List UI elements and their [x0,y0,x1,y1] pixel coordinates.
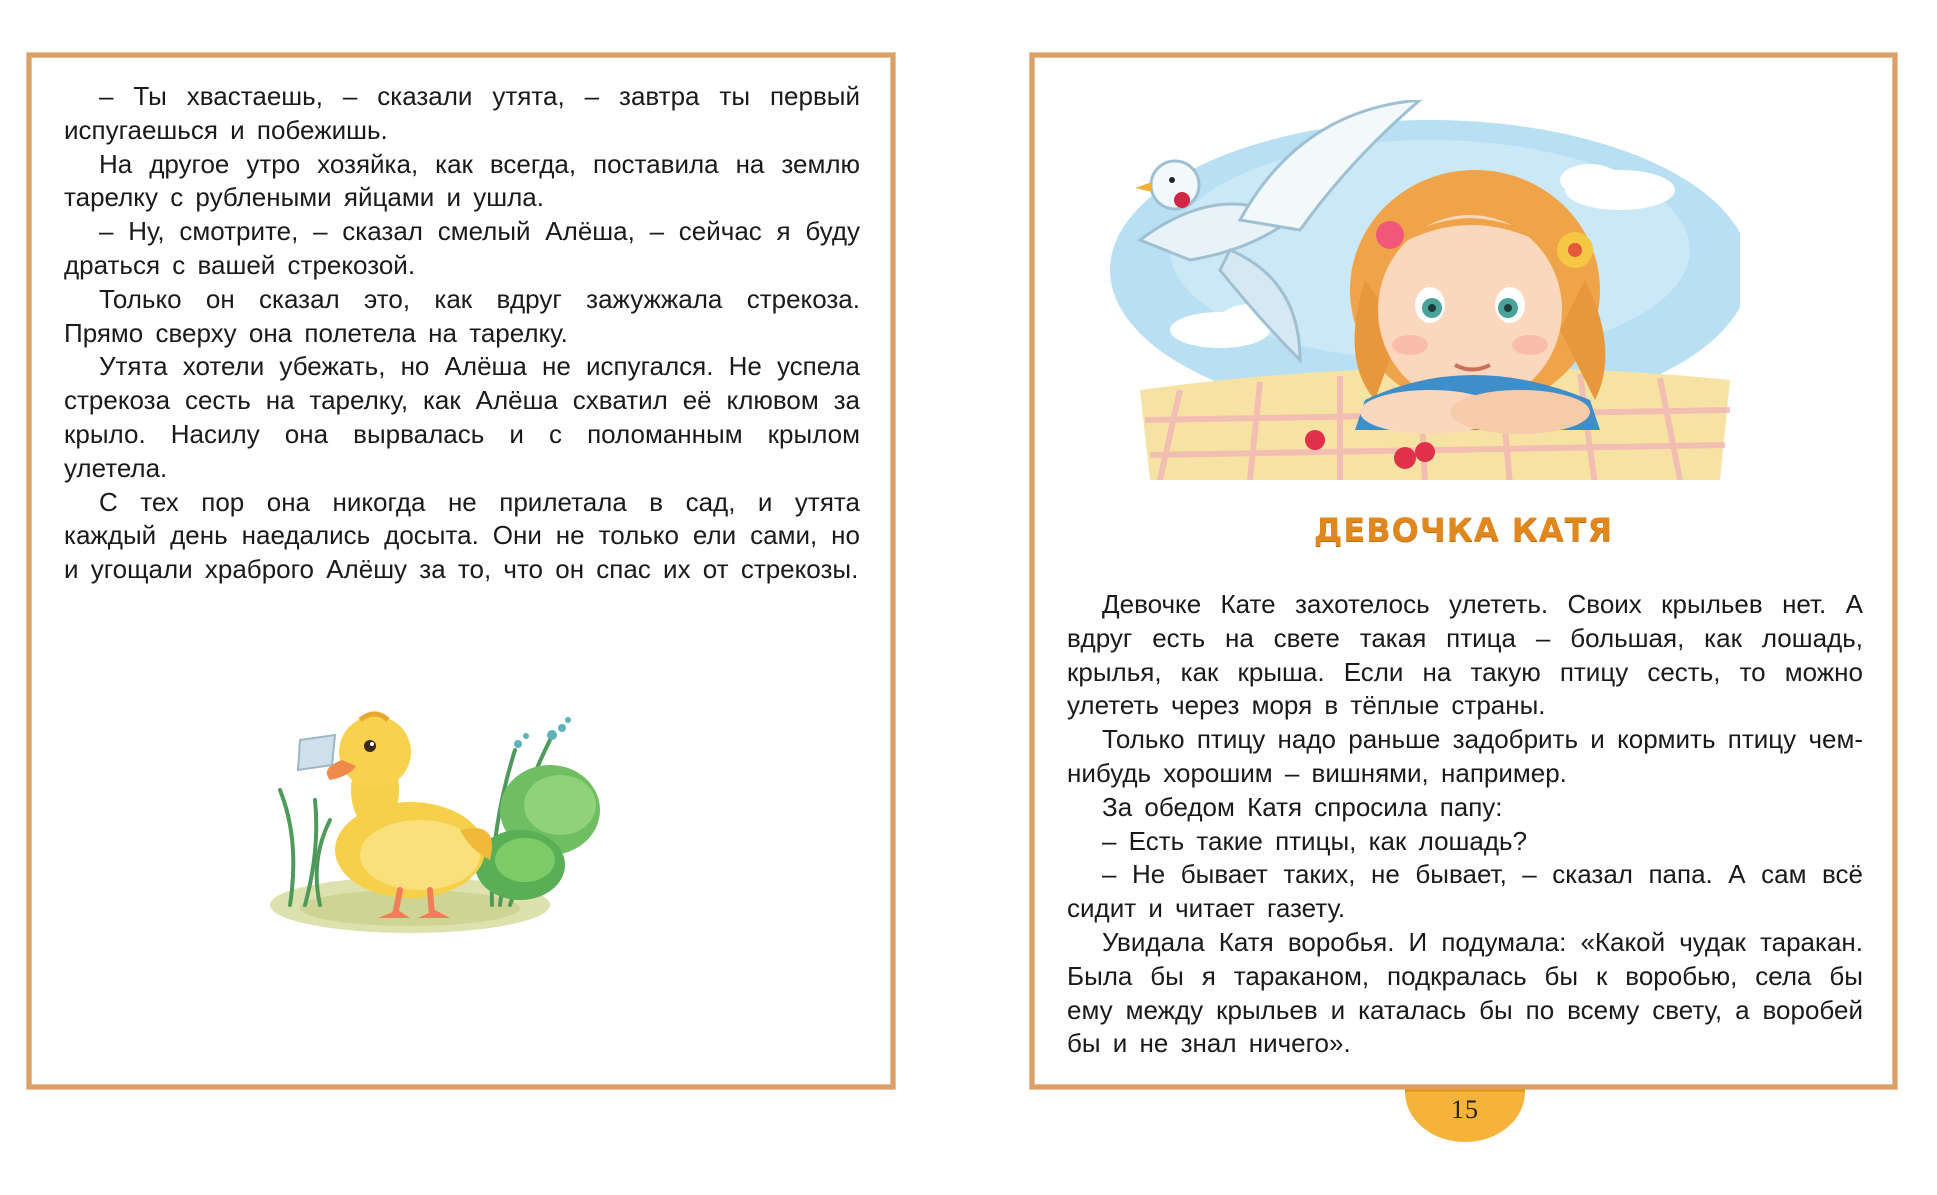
paragraph: На другое утро хозяйка, как всегда, поставила на землю тарелку с рублеными яйцами и ушла. [64,148,860,213]
right-page-text [1067,588,1863,1061]
paragraph: – Есть такие птицы, как лошадь? [1102,825,1528,856]
paragraph: Только птицу надо раньше задобрить и кормить птицу чем-нибудь хорошим – вишнями, например. [1067,724,1863,788]
left-page-text [64,80,860,587]
paragraph: Только он сказал это, как вдруг зажужжала стрекоза. Прямо сверху она полетела на тарелку. [64,283,860,348]
paragraph: – Ты хвастаешь, – сказали утята, – завтра ты первый испугаешься и побежишь. [64,81,860,145]
page-number: 15 [1451,1095,1479,1124]
duckling-illustration [260,680,630,940]
paragraph: За обедом Катя спросила папу: [1102,791,1503,822]
paragraph: – Не бывает таких, не бывает, – сказал папа. А сам всё сидит и читает газету. [1067,859,1863,924]
paragraph: Девочке Кате захотелось улететь. Своих крыльев нет. А вдруг есть на свете такая птица – большая, как лошадь, крылья, как крыша. Если на такую птицу сесть, то можно улететь через моря в тёплые страны. [1067,589,1863,721]
paragraph: Утята хотели убежать, но Алёша не испугался. Не успела стрекоза сесть на тарелку, как Алёша схватил её клювом за крыло. Насилу она вырвалась и с поломанным крылом улетела. [64,351,860,483]
paragraph: С тех пор она никогда не прилетала в сад, и утята каждый день наедались досыта. Они не только ели сами, но и угощали храброго Алёшу за то, что он спас их от стрекозы. [64,486,860,585]
girl-and-bird-illustration [1100,100,1740,480]
paragraph: Увидала Катя воробья. И подумала: «Какой чудак таракан. Была бы я тараканом, подкралась бы к воробью, села бы ему между крыльев и каталась бы по всему свету, а воробей бы и не знал ничего». [1067,926,1863,1059]
page-number-tab [1405,1089,1525,1142]
paragraph: – Ну, смотрите, – сказал смелый Алёша, – сейчас я буду драться с вашей стрекозой. [64,216,860,280]
story-title: ДЕВОЧКА КАТЯ [1313,511,1614,549]
